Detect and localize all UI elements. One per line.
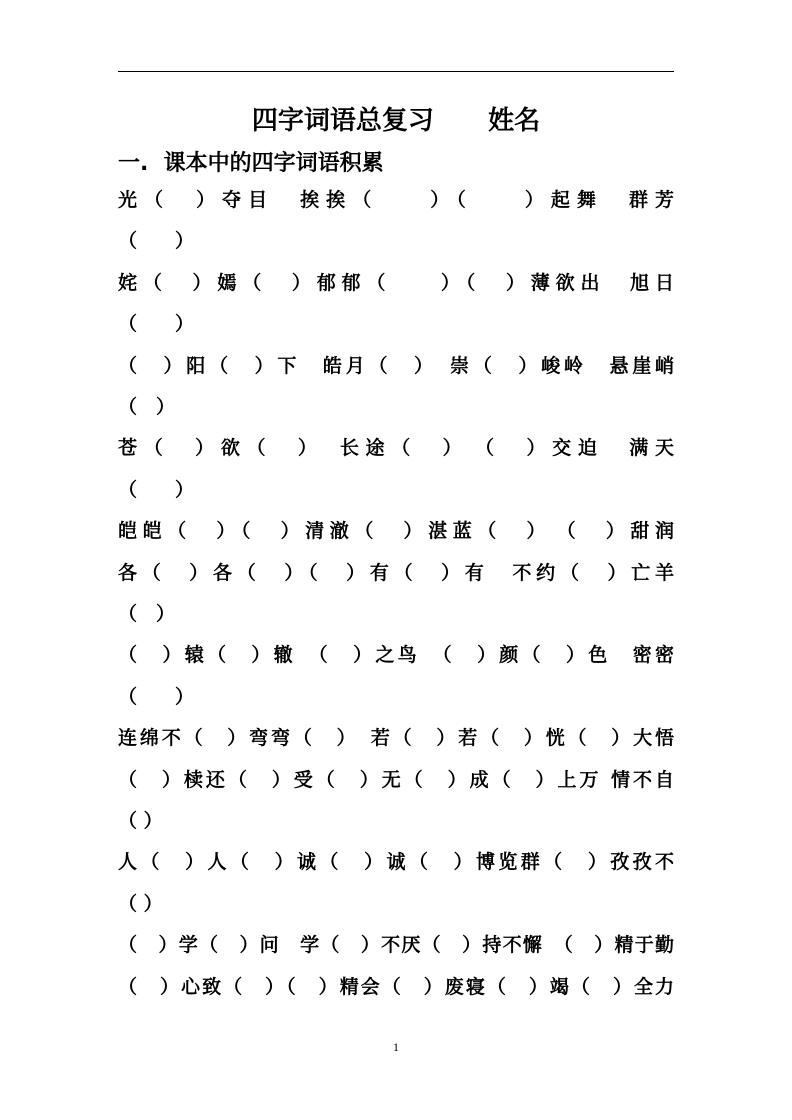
exercise-line: 光（ ）夺目 挨挨（ ）（ ）起舞 群芳 xyxy=(118,189,674,211)
exercise-line: （ ） xyxy=(118,603,176,625)
page-number: 1 xyxy=(393,1040,399,1054)
exercise-line: （ ）心致（ ）（ ）精会（ ）废寝（ ）竭（ ）全力 xyxy=(118,975,674,998)
exercise-line: 连绵不（ ）弯弯（ ） 若（ ）若（ ）恍（ ）大悟 xyxy=(118,727,674,750)
page-title: 四字词语总复习 姓名 xyxy=(251,106,541,136)
exercise-line: （ ） xyxy=(118,396,176,418)
exercise-line: 各（ ）各（ ）（ ）有（ ）有 不约（ ）亡羊 xyxy=(118,561,674,584)
exercise-line: （ ）学（ ）问 学（ ）不厌（ ）持不懈 （ ）精于勤 xyxy=(118,934,674,957)
header-rule xyxy=(118,71,674,72)
exercise-line: 姹（ ）嫣（ ）郁郁（ ）（ ）薄欲出 旭日 xyxy=(118,271,674,294)
exercise-line: 苍（ ）欲（ ） 长途（ ） （ ）交迫 满天 xyxy=(118,437,674,460)
exercise-line: （ ） xyxy=(118,313,195,336)
section-heading: 一. 课本中的四字词语积累 xyxy=(118,151,384,176)
exercise-line: 人（ ）人（ ）诚（ ）诚（ ）博览群（ ）孜孜不 xyxy=(118,851,674,874)
exercise-line: （ ） xyxy=(118,892,163,915)
exercise-line: （ ）辕（ ）辙 （ ）之鸟 （ ）颜（ ）色 密密 xyxy=(118,644,674,667)
exercise-line: （ ） xyxy=(118,230,195,253)
exercise-line: （ ）椟还（ ）受（ ）无（ ）成（ ）上万 情不自 xyxy=(118,768,674,791)
exercise-line: （ ） xyxy=(118,478,195,501)
exercise-line: （ ） xyxy=(118,685,195,708)
exercise-line: （ ） xyxy=(118,810,163,832)
exercise-line: 皑皑（ ）（ ）清澈（ ）湛蓝（ ） （ ）甜润 xyxy=(118,520,674,543)
exercise-line: （ ）阳（ ）下 皓月（ ） 崇（ ）峻岭 悬崖峭 xyxy=(118,354,674,377)
